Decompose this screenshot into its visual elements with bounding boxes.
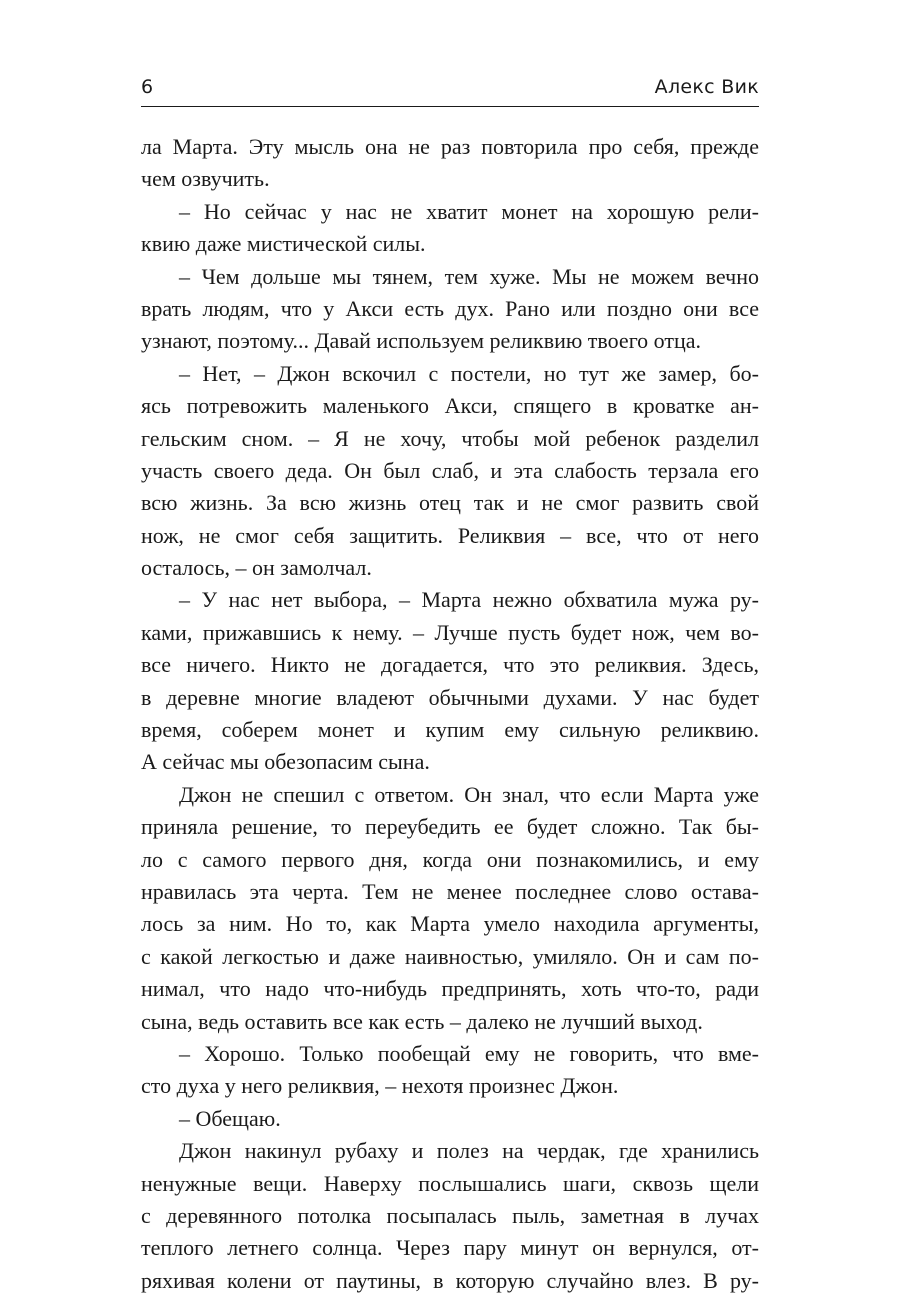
text-line: – Обещаю. <box>179 1105 281 1131</box>
text-line: ясь потревожить маленького Акси, спящего в кроватке ан- <box>141 393 759 419</box>
text-line: – Чем дольше мы тянем, тем хуже. Мы не можем вечно <box>179 263 759 289</box>
text-line: квию даже мистической силы. <box>141 231 426 257</box>
text-line: – У нас нет выбора, – Марта нежно обхватила мужа ру- <box>179 587 759 613</box>
text-line: ла Марта. Эту мысль она не раз повторила про себя, прежде <box>141 134 759 159</box>
text-line: ряхивая колени от паутины, в которую случайно влез. В ру- <box>141 1267 759 1293</box>
text-line: – Нет, – Джон вскочил с постели, но тут же замер, бо- <box>179 360 759 386</box>
text-line: чем озвучить. <box>141 166 270 192</box>
text-line: участь своего деда. Он был слаб, и эта слабость терзала его <box>141 457 759 483</box>
text-line: все ничего. Никто не догадается, что это реликвия. Здесь, <box>141 652 759 678</box>
text-line: время, соберем монет и купим ему сильную реликвию. <box>141 717 759 743</box>
text-line: – Но сейчас у нас не хватит монет на хорошую рели- <box>179 198 759 224</box>
text-line: гельским сном. – Я не хочу, чтобы мой ребенок разделил <box>141 425 759 451</box>
text-line: нож, не смог себя защитить. Реликвия – все, что от него <box>141 522 759 548</box>
text-line: ками, прижавшись к нему. – Лучше пусть будет нож, чем во- <box>141 619 759 645</box>
text-line: Джон не спешил с ответом. Он знал, что если Марта уже <box>179 781 759 807</box>
text-line: приняла решение, то переубедить ее будет сложно. Так бы- <box>141 814 759 840</box>
text-line: теплого летнего солнца. Через пару минут он вернулся, от- <box>141 1235 759 1261</box>
text-line: с деревянного потолка посыпалась пыль, заметная в лучах <box>141 1202 759 1228</box>
text-line: А сейчас мы обезопасим сына. <box>141 749 430 775</box>
body-text <box>141 131 759 1297</box>
text-line: Джон накинул рубаху и полез на чердак, где хранились <box>179 1138 759 1164</box>
text-line: с какой легкостью и даже наивностью, умиляло. Он и сам по- <box>141 943 759 969</box>
text-line: узнают, поэтому... Давай используем реликвию твоего отца. <box>141 328 702 354</box>
page-number: 6 <box>141 76 154 98</box>
text-line: в деревне многие владеют обычными духами. У нас будет <box>141 684 759 710</box>
page-header <box>141 76 759 104</box>
text-line: лось за ним. Но то, как Марта умело находила аргументы, <box>141 911 759 937</box>
text-line: ненужные вещи. Наверху послышались шаги, сквозь щели <box>141 1170 759 1196</box>
text-line: осталось, – он замолчал. <box>141 555 372 581</box>
text-line: сына, ведь оставить все как есть – далеко не лучший выход. <box>141 1008 703 1034</box>
text-line: нравилась эта черта. Тем не менее последнее слово остава- <box>141 878 759 904</box>
text-line: нимал, что надо что-нибудь предпринять, хоть что-то, ради <box>141 976 759 1002</box>
header-rule <box>141 106 759 107</box>
running-title: Алекс Вик <box>654 76 759 98</box>
text-line: сто духа у него реликвия, – нехотя произнес Джон. <box>141 1073 619 1099</box>
text-line: врать людям, что у Акси есть дух. Рано или поздно они все <box>141 295 759 321</box>
text-line: – Хорошо. Только пообещай ему не говорить, что вме- <box>179 1040 759 1066</box>
text-line: всю жизнь. За всю жизнь отец так и не смог развить свой <box>141 490 759 516</box>
text-line: ло с самого первого дня, когда они познакомились, и ему <box>141 846 759 872</box>
